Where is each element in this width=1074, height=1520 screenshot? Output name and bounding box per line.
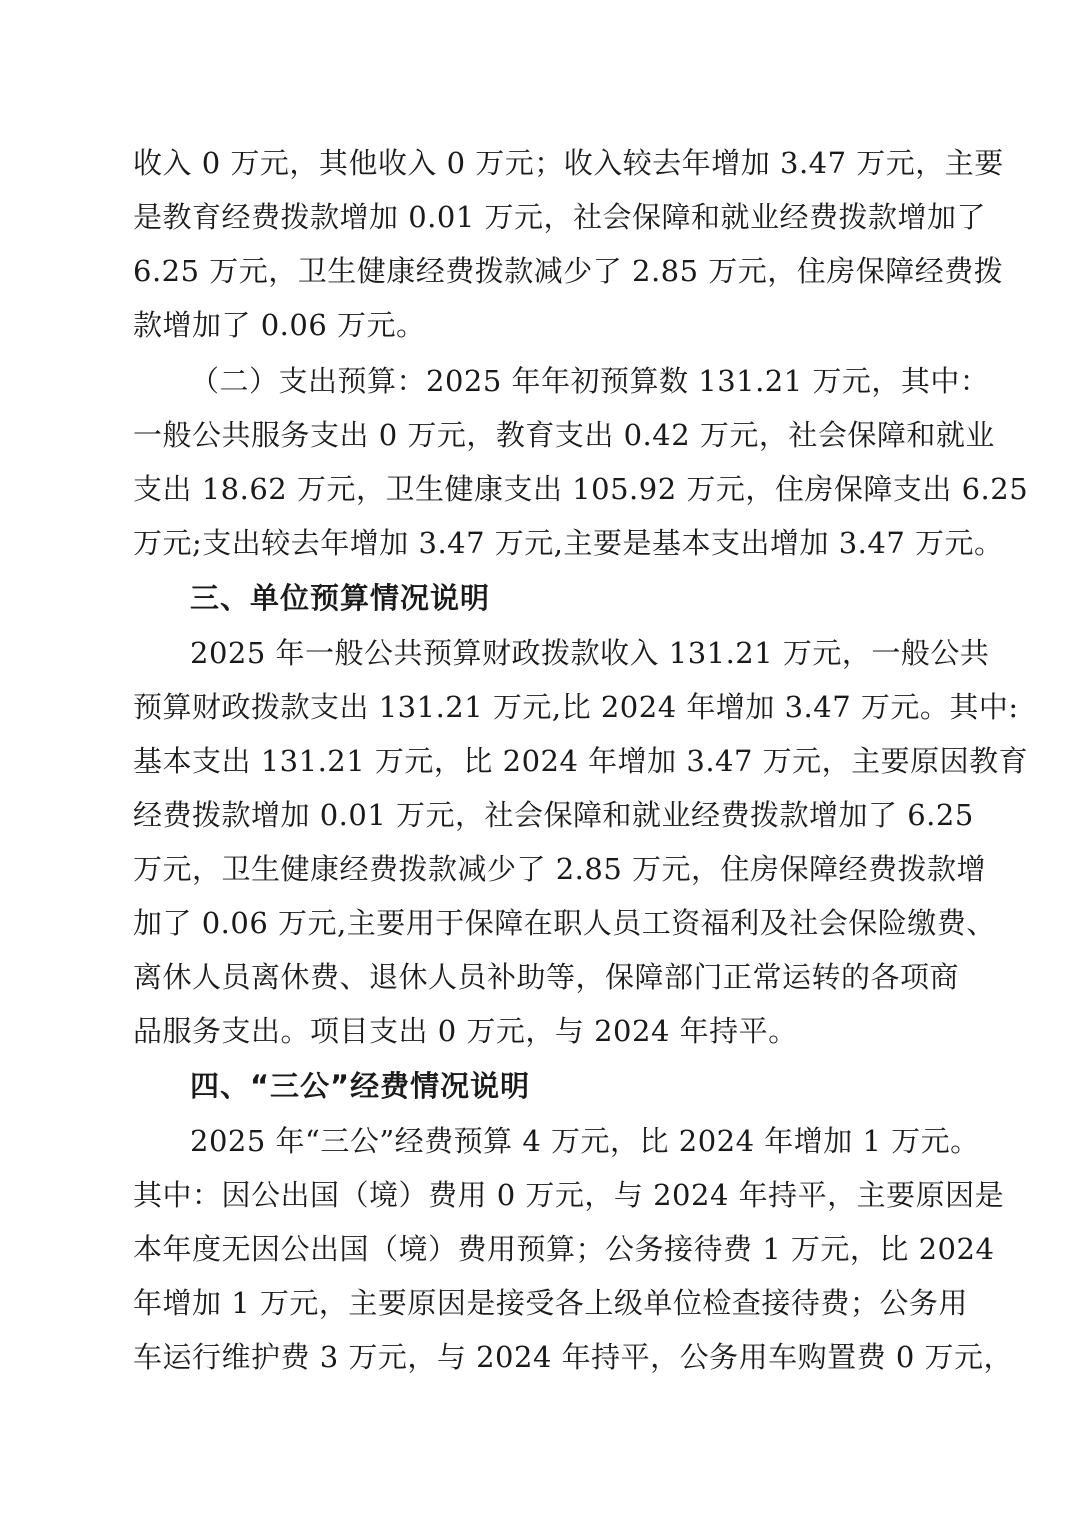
body-text-line: （二）支出预算：2025 年年初预算数 131.21 万元，其中： (190, 364, 990, 398)
body-text-line: 款增加了 0.06 万元。 (133, 308, 426, 342)
body-text-line: 万元;支出较去年增加 3.47 万元,主要是基本支出增加 3.47 万元。 (133, 526, 1004, 560)
body-text-line: 加了 0.06 万元,主要用于保障在职人员工资福利及社会保险缴费、 (133, 906, 996, 940)
body-text-line: 年增加 1 万元，主要原因是接受各上级单位检查接待费；公务用 (133, 1286, 968, 1320)
body-text-line: 支出 18.62 万元，卫生健康支出 105.92 万元，住房保障支出 6.25 (133, 472, 1029, 506)
body-text-line: 品服务支出。项目支出 0 万元，与 2024 年持平。 (133, 1014, 798, 1048)
section-heading: 四、“三公”经费情况说明 (190, 1069, 531, 1103)
body-text-line: 本年度无因公出国（境）费用预算；公务接待费 1 万元，比 2024 (133, 1232, 995, 1266)
body-text-line: 收入 0 万元，其他收入 0 万元；收入较去年增加 3.47 万元，主要 (133, 146, 1004, 180)
body-text-line: 车运行维护费 3 万元，与 2024 年持平，公务用车购置费 0 万元， (133, 1340, 1014, 1374)
body-text-line: 其中：因公出国（境）费用 0 万元，与 2024 年持平，主要原因是 (133, 1178, 1005, 1212)
body-text-line: 是教育经费拨款增加 0.01 万元，社会保障和就业经费拨款增加了 (133, 200, 987, 234)
body-text-line: 一般公共服务支出 0 万元，教育支出 0.42 万元，社会保障和就业 (133, 418, 995, 452)
body-text-line: 6.25 万元，卫生健康经费拨款减少了 2.85 万元，住房保障经费拨 (133, 254, 1004, 288)
body-text-line: 万元，卫生健康经费拨款减少了 2.85 万元，住房保障经费拨款增 (133, 852, 987, 886)
body-text-line: 预算财政拨款支出 131.21 万元,比 2024 年增加 3.47 万元。其中: (133, 690, 1019, 724)
body-text-line: 基本支出 131.21 万元，比 2024 年增加 3.47 万元，主要原因教育 (133, 744, 1029, 778)
section-heading: 三、单位预算情况说明 (190, 581, 491, 615)
body-text-line: 离休人员离休费、退休人员补助等，保障部门正常运转的各项商 (133, 960, 960, 994)
body-text-line: 2025 年一般公共预算财政拨款收入 131.21 万元，一般公共 (190, 636, 990, 670)
body-text-line: 2025 年“三公”经费预算 4 万元，比 2024 年增加 1 万元。 (190, 1124, 980, 1158)
body-text-line: 经费拨款增加 0.01 万元，社会保障和就业经费拨款增加了 6.25 (133, 798, 974, 832)
